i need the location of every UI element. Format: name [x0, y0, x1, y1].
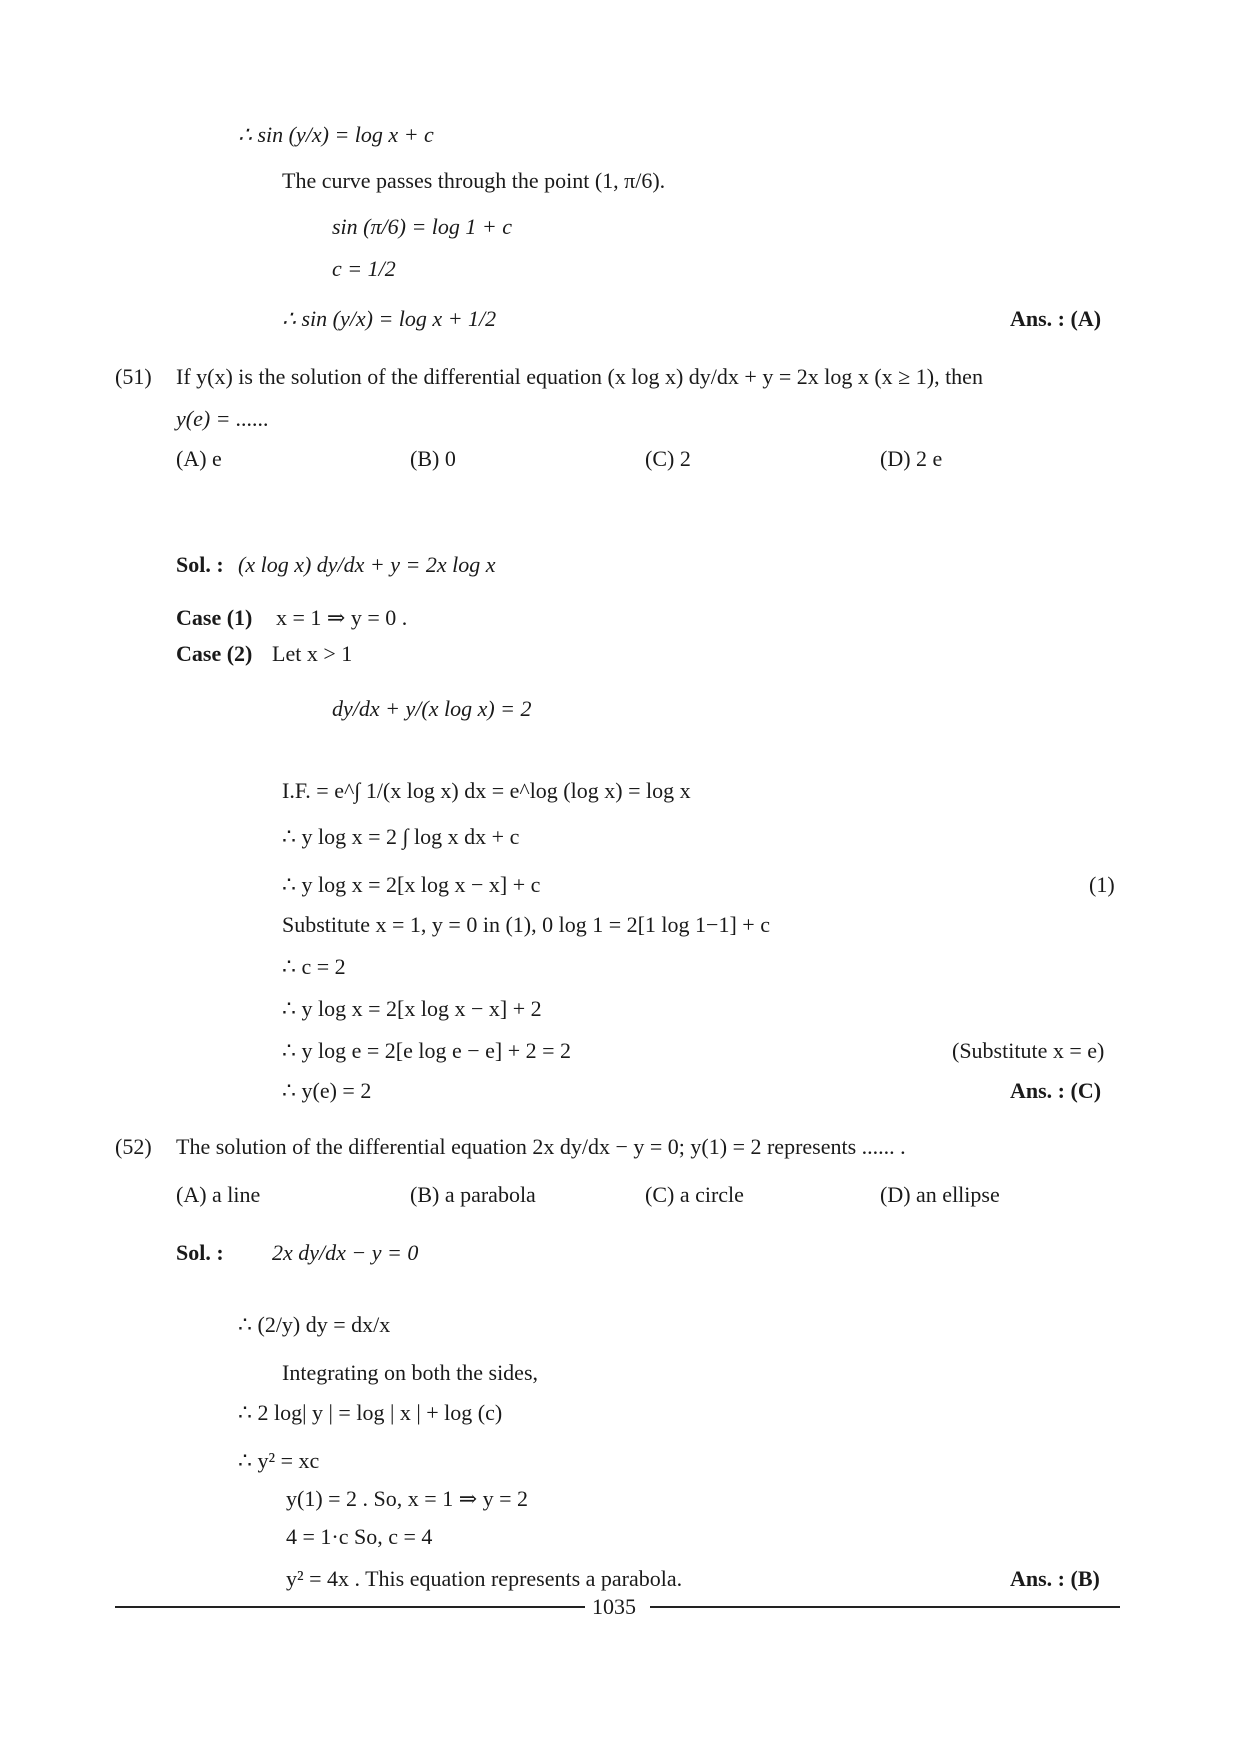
q51-option-a: (A) e [176, 446, 222, 471]
q51-number: (51) [115, 364, 152, 389]
q51-answer: Ans. : (C) [1010, 1078, 1102, 1103]
q52-sol-label: Sol. : [176, 1240, 224, 1265]
q52-step-2: Integrating on both the sides, [282, 1360, 539, 1385]
q51-question-line1: If y(x) is the solution of the differential equation (x log x) dy/dx + y = 2x log x (x ≥ 1), then [176, 364, 983, 389]
q51-step-6-note: (Substitute x = e) [952, 1038, 1105, 1063]
q51-if-line: I.F. = e^∫ 1/(x log x) dx = e^log (log x) = log x [282, 778, 691, 803]
prev-line-4: c = 1/2 [332, 256, 396, 281]
q51-step-6: ∴ y log e = 2[e log e − e] + 2 = 2 [282, 1038, 572, 1063]
q52-step-6: 4 = 1·c So, c = 4 [286, 1524, 433, 1549]
q52-option-b: (B) a parabola [410, 1182, 536, 1207]
q52-step-1: ∴ (2/y) dy = dx/x [238, 1312, 391, 1337]
prev-line-1: ∴ sin (y/x) = log x + c [238, 122, 434, 147]
q52-step-7: y² = 4x . This equation represents a parabola. [286, 1566, 683, 1591]
q52-step-5: y(1) = 2 . So, x = 1 ⇒ y = 2 [286, 1486, 529, 1511]
q52-question: The solution of the differential equation 2x dy/dx − y = 0; y(1) = 2 represents ...... . [176, 1134, 906, 1159]
q52-sol-eq: 2x dy/dx − y = 0 [272, 1240, 419, 1265]
page-number: 1035 [592, 1594, 636, 1619]
prev-line-5: ∴ sin (y/x) = log x + 1/2 [282, 306, 497, 331]
q52-step-4: ∴ y² = xc [238, 1448, 320, 1473]
q52-option-c: (C) a circle [645, 1182, 744, 1207]
q52-option-a: (A) a line [176, 1182, 261, 1207]
prev-answer: Ans. : (A) [1010, 306, 1102, 331]
q51-step-2-tag: (1) [1089, 872, 1115, 897]
footer-rule-left [115, 1606, 585, 1608]
prev-line-3: sin (π/6) = log 1 + c [332, 214, 513, 239]
q51-step-1: ∴ y log x = 2 ∫ log x dx + c [282, 824, 520, 849]
q51-option-d: (D) 2 e [880, 446, 943, 471]
q51-case1-text: x = 1 ⇒ y = 0 . [276, 605, 408, 630]
q51-step-5: ∴ y log x = 2[x log x − x] + 2 [282, 996, 542, 1021]
q51-eq1: dy/dx + y/(x log x) = 2 [332, 696, 532, 721]
q51-question-line2: y(e) = ...... [176, 406, 270, 431]
q51-sol-label: Sol. : [176, 552, 224, 577]
q51-step-3: Substitute x = 1, y = 0 in (1), 0 log 1 = 2[1 log 1−1] + c [282, 912, 770, 937]
q51-case2-text: Let x > 1 [272, 641, 353, 666]
q52-number: (52) [115, 1134, 152, 1159]
q51-option-c: (C) 2 [645, 446, 691, 471]
q51-step-4: ∴ c = 2 [282, 954, 346, 979]
q51-sol-eq: (x log x) dy/dx + y = 2x log x [238, 552, 496, 577]
q52-option-d: (D) an ellipse [880, 1182, 1000, 1207]
prev-line-2: The curve passes through the point (1, π/6). [282, 168, 666, 193]
q51-step-7: ∴ y(e) = 2 [282, 1078, 372, 1103]
q52-answer: Ans. : (B) [1010, 1566, 1100, 1591]
q51-option-b: (B) 0 [410, 446, 456, 471]
q51-case2-label: Case (2) [176, 641, 253, 666]
q51-case1-label: Case (1) [176, 605, 253, 630]
footer-rule-right [650, 1606, 1120, 1608]
q52-step-3: ∴ 2 log| y | = log | x | + log (c) [238, 1400, 503, 1425]
q51-step-2: ∴ y log x = 2[x log x − x] + c [282, 872, 541, 897]
